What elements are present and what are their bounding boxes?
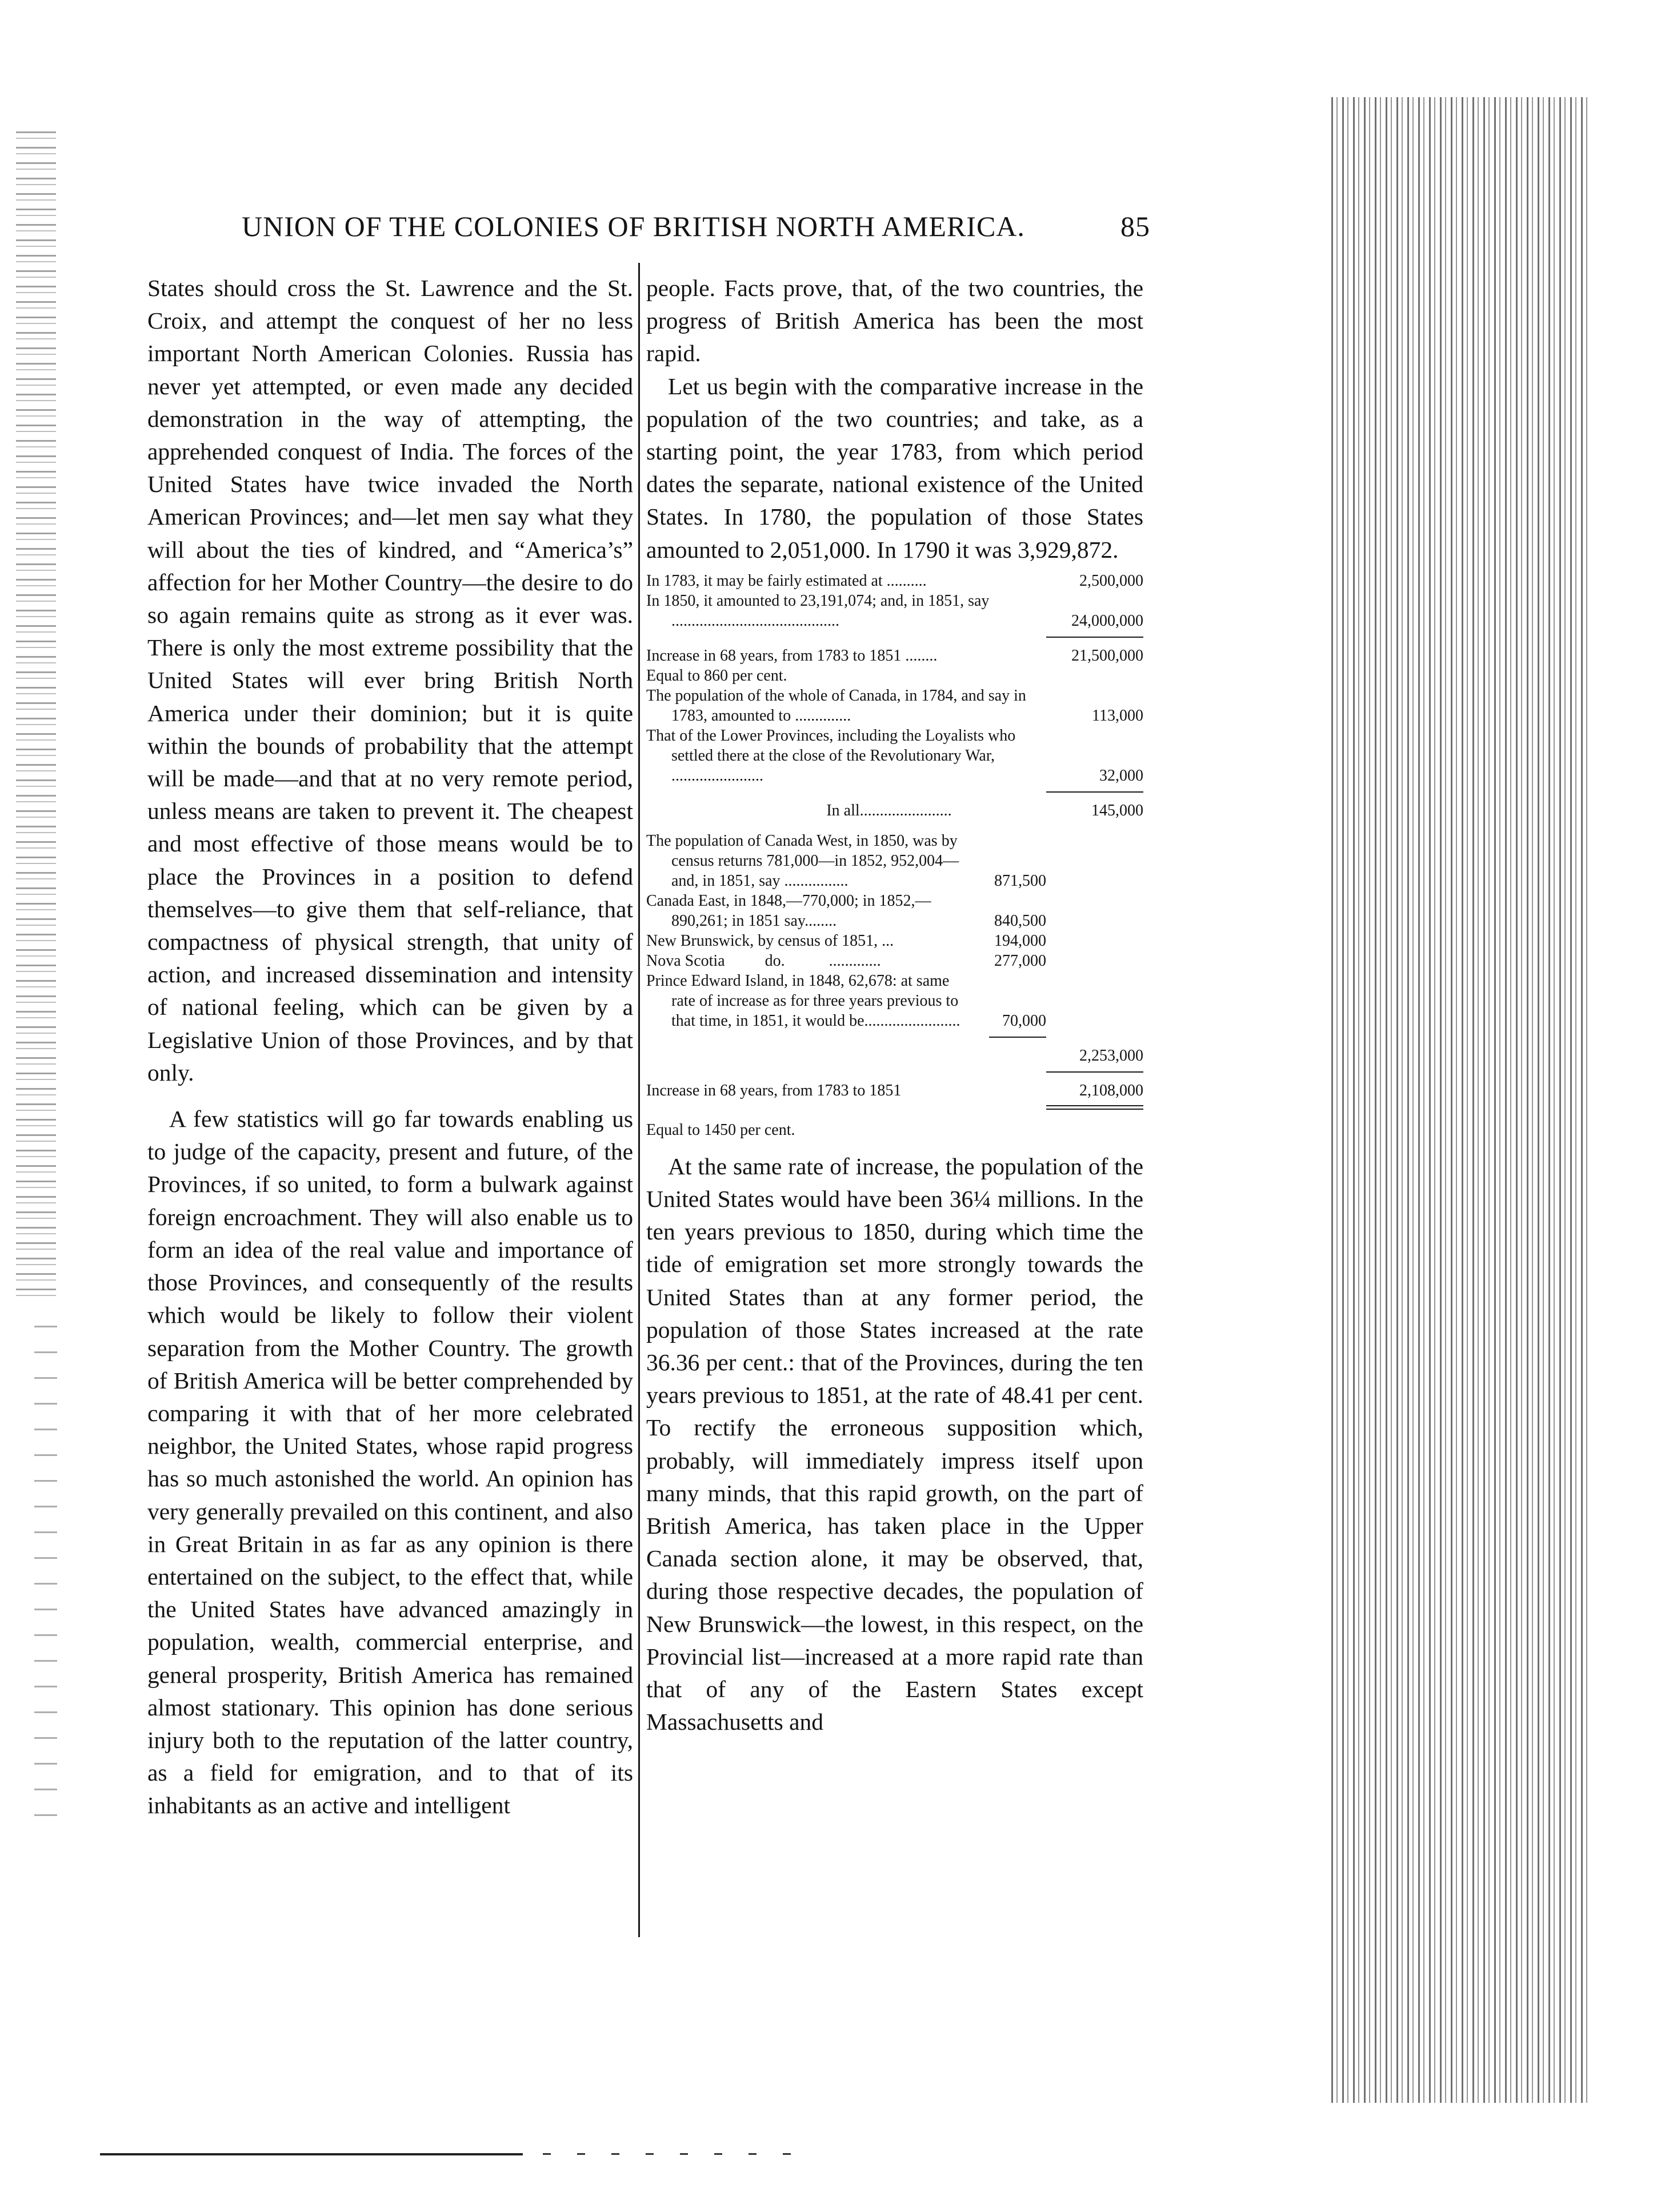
right-paragraph-1: people. Facts prove, that, of the two countries, the progress of British America has been the most rapid. <box>646 275 1143 367</box>
stats-value: 21,500,000 <box>1071 646 1143 665</box>
running-head-title: UNION OF THE COLONIES OF BRITISH NORTH AMERICA. <box>242 210 1025 242</box>
stats-value: 145,000 <box>1091 801 1143 819</box>
stats-row <box>646 591 1143 631</box>
left-column <box>147 272 633 1822</box>
page-number: 85 <box>1120 210 1150 242</box>
stats-row <box>646 931 1143 951</box>
stats-label: Increase in 68 years, from 1783 to 1851 ........ <box>646 646 938 665</box>
scan-edge-artifact-left <box>16 131 56 1303</box>
stats-row <box>646 1120 1143 1140</box>
stats-label: In 1850, it amounted to 23,191,074; and, in 1851, say .......................................... <box>646 591 994 630</box>
stats-row <box>646 801 1143 821</box>
left-paragraph-2: A few statistics will go far towards enabling us to judge of the capacity, present and future, of the Provinces, if so united, to form a bulwark against foreign encroachment. They will also enable us to form an idea of the real value and importance of those Provinces, and consequently of the results which would be likely to follow their violent separation from the Mother Country. The growth of British America will be better comprehended by comparing it with that of her more celebrated neighbor, the United States, whose rapid progress has so much astonished the world. An opinion has very generally prevailed on this continent, and also in Great Britain in as far as any opinion is there entertained on the subject, to the effect that, while the United States have advanced amazingly in population, wealth, commercial enterprise, and general prosperity, British America has remained almost stationary. This opinion has done serious injury both to the reputation of the latter country, as a field for emigration, and to that of its inhabitants as an active and intelligent <box>147 1106 633 1819</box>
scan-edge-artifact-left-lower <box>34 1326 57 1817</box>
stats-row <box>646 1081 1143 1101</box>
stats-label: New Brunswick, by census of 1851, ... <box>646 931 894 950</box>
sum-rule <box>1046 1071 1143 1073</box>
stats-value: 277,000 <box>994 951 1046 970</box>
stats-label: Canada East, in 1848,—770,000; in 1852,—890,261; in 1851 say........ <box>646 891 931 930</box>
sum-rule <box>989 1037 1046 1038</box>
stats-label: In all....................... <box>826 801 952 819</box>
stats-value: 840,500 <box>994 911 1046 930</box>
population-statistics-table <box>646 571 1143 1140</box>
stats-row <box>646 726 1143 786</box>
stats-row <box>646 831 1143 891</box>
stats-row <box>646 951 1143 971</box>
stats-value: 2,108,000 <box>1079 1081 1143 1099</box>
stats-label: Prince Edward Island, in 1848, 62,678: at same rate of increase as for three years previous to that time, in 1851, it would be........................ <box>646 971 963 1030</box>
stats-label: The population of the whole of Canada, in 1784, and say in 1783, amounted to .............. <box>646 686 1030 725</box>
stats-label: The population of Canada West, in 1850, was by census returns 781,000—in 1852, 952,004—and, in 1851, say ................ <box>646 831 962 890</box>
total-double-rule <box>1046 1105 1143 1110</box>
sum-rule <box>1046 791 1143 793</box>
stats-value: 70,000 <box>1002 1011 1046 1030</box>
stats-row <box>646 571 1143 591</box>
column-divider <box>638 263 640 1937</box>
stats-value: 2,253,000 <box>1079 1046 1143 1065</box>
stats-label: Nova Scotia do. ............. <box>646 951 881 970</box>
stats-row <box>646 1046 1143 1066</box>
running-head <box>147 210 1150 249</box>
stats-row <box>646 666 1143 686</box>
scan-edge-artifact-right <box>1331 97 1588 2103</box>
right-paragraph-2: Let us begin with the comparative increase in the population of the two countries; and take, as a starting point, the year 1783, from which period dates the separate, national existence of the United States. In 1780, the population of those States amounted to 2,051,000. In 1790 it was 3,929,872. <box>646 373 1143 563</box>
stats-label: Increase in 68 years, from 1783 to 1851 <box>646 1081 902 1099</box>
stats-label: Equal to 1450 per cent. <box>646 1121 795 1139</box>
stats-label: Equal to 860 per cent. <box>646 666 787 685</box>
stats-value: 2,500,000 <box>1079 571 1143 590</box>
bottom-dashes <box>543 2153 811 2155</box>
stats-value: 871,500 <box>994 871 1046 890</box>
stats-value: 24,000,000 <box>1071 611 1143 630</box>
right-paragraph-3: At the same rate of increase, the population of the United States would have been 36¼ millions. In the ten years previous to 1850, during which time the tide of emigration set more strongly towards the United States than at any former period, the population of those States increased at the rate 36.36 per cent.: that of the Provinces, during the ten years previous to 1851, at the rate of 48.41 per cent. To rectify the erroneous supposition which, probably, will immediately impress itself upon many minds, that this rapid growth, on the part of British America, has taken place in the Upper Canada section alone, it may be observed, that, during those respective decades, the population of New Brunswick—the lowest, in this respect, on the Provincial list—increased at a more rapid rate than that of any of the Eastern States except Massachusetts and <box>646 1153 1143 1735</box>
bottom-rule <box>100 2153 523 2155</box>
stats-label: That of the Lower Provinces, including the Loyalists who settled there at the close of the Revolutionary War, ....................... <box>646 726 1020 785</box>
stats-row <box>646 646 1143 666</box>
stats-row <box>646 971 1143 1031</box>
left-paragraph-1: States should cross the St. Lawrence and the St. Croix, and attempt the conquest of her no less important North American Colonies. Russia has never yet attempted, or even made any decided demonstration in the way of attempting, the apprehended conquest of India. The forces of the United States have twice invaded the North American Provinces; and—let men say what they will about the ties of kindred, and “America’s” affection for her Mother Country—the desire to do so again remains quite as strong as it ever was. There is only the most extreme possibility that the United States will ever bring British North America under their dominion; but it is quite within the bounds of probability that the attempt will be made—and that at no very remote period, unless means are taken to prevent it. The cheapest and most effective of those means would be to place the Provinces in a position to defend themselves—to give them that self-reliance, that compactness of physical strength, that unity of action, and increased dissemination and intensity of national feeling, which can be given by a Legislative Union of those Provinces, and by that only. <box>147 275 633 1086</box>
stats-row <box>646 686 1143 726</box>
stats-value: 32,000 <box>1099 766 1143 785</box>
stats-value: 113,000 <box>1092 706 1143 725</box>
right-column <box>646 272 1143 1738</box>
stats-value: 194,000 <box>994 931 1046 950</box>
sum-rule <box>1046 637 1143 638</box>
stats-row <box>646 891 1143 931</box>
stats-label: In 1783, it may be fairly estimated at .......... <box>646 571 927 590</box>
